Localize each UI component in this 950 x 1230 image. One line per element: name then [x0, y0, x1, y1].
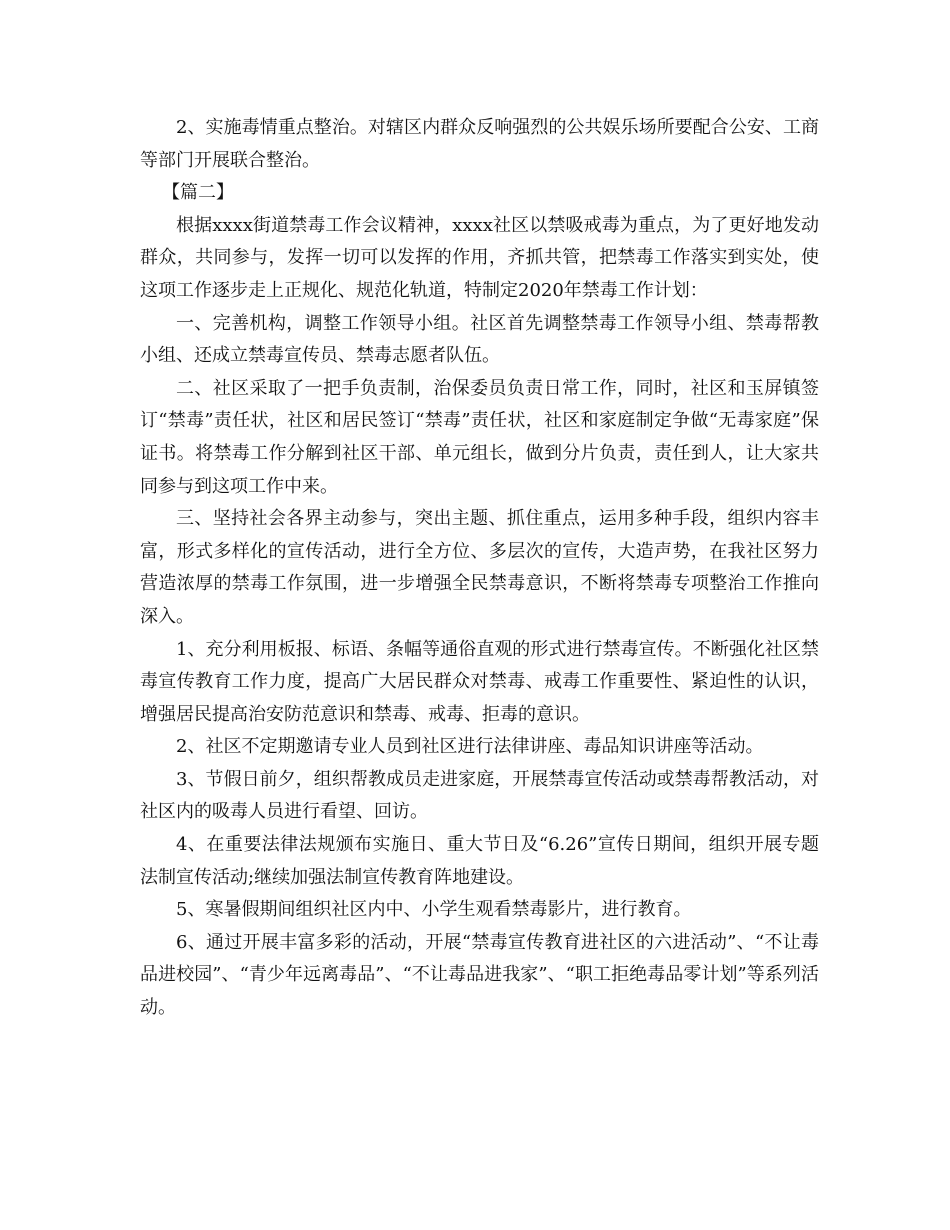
point-3: 三、坚持社会各界主动参与，突出主题、抓住重点，运用多种手段，组织内容丰富，形式多样化的宣传活动，进行全方位、多层次的宣传，大造声势，在我社区努力营造浓厚的禁毒工作氛围，进一步增强全民禁毒意识，不断将禁毒专项整治工作推向深入。 [140, 508, 819, 627]
point-2: 二、社区采取了一把手负责制，治保委员负责日常工作，同时，社区和玉屏镇签订“禁毒”责任状，社区和居民签订“禁毒”责任状，社区和家庭制定争做“无毒家庭”保证书。将禁毒工作分解到社区干部、单元组长，做到分片负责，责任到人，让大家共同参与到这项工作中来。 [140, 377, 819, 497]
opening-paragraph: 根据xxxx街道禁毒工作会议精神，xxxx社区以禁吸戒毒为重点，为了更好地发动群众，共同参与，发挥一切可以发挥的作用，齐抓共管，把禁毒工作落实到实处，使这项工作逐步走上正规化、规范化轨道，特制定2020年禁毒工作计划： [140, 214, 819, 301]
section-heading: 【篇二】 [162, 182, 234, 204]
intro-item-2: 2、实施毒情重点整治。对辖区内群众反响强烈的公共娱乐场所要配合公安、工商等部门开展联合整治。 [140, 117, 819, 171]
measure-3: 3、节假日前夕，组织帮教成员走进家庭，开展禁毒宣传活动或禁毒帮教活动，对社区内的吸毒人员进行看望、回访。 [140, 768, 819, 823]
measure-2: 2、社区不定期邀请专业人员到社区进行法律讲座、毒品知识讲座等活动。 [176, 736, 764, 758]
measure-4: 4、在重要法律法规颁布实施日、重大节日及“6.26”宣传日期间，组织开展专题法制宣传活动;继续加强法制宣传教育阵地建设。 [140, 834, 819, 888]
point-1: 一、完善机构，调整工作领导小组。社区首先调整禁毒工作领导小组、禁毒帮教小组、还成立禁毒宣传员、禁毒志愿者队伍。 [140, 312, 819, 367]
measure-5: 5、寒暑假期间组织社区内中、小学生观看禁毒影片，进行教育。 [176, 899, 692, 921]
measure-6: 6、通过开展丰富多彩的活动，开展“禁毒宣传教育进社区的六进活动”、“不让毒品进校园”、“青少年远离毒品”、“不让毒品进我家”、“职工拒绝毒品零计划”等系列活动。 [140, 931, 819, 1019]
measure-1: 1、充分利用板报、标语、条幅等通俗直观的形式进行禁毒宣传。不断强化社区禁毒宣传教育工作力度，提高广大居民群众对禁毒、戒毒工作重要性、紧迫性的认识，增强居民提高治安防范意识和禁毒、戒毒、拒毒的意识。 [140, 638, 819, 725]
